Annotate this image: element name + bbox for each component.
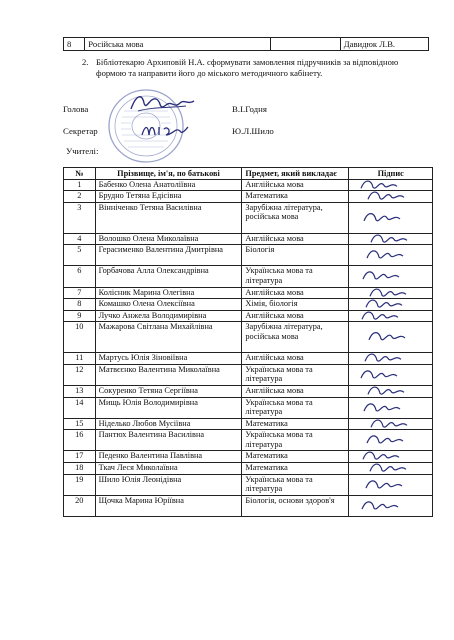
teacher-signature — [349, 266, 433, 287]
table-row — [64, 397, 433, 418]
header-subject: Предмет, який викладає — [242, 168, 349, 180]
teacher-subject: Математика — [242, 191, 349, 203]
row-number: 17 — [64, 451, 96, 463]
table-row — [64, 451, 433, 463]
teacher-name: Комашко Олена Олексіївна — [95, 299, 242, 311]
handwritten-signature — [349, 191, 424, 202]
row-number: 13 — [64, 385, 96, 397]
teacher-name: Шило Юлія Леонідівна — [95, 474, 242, 495]
row-number: 11 — [64, 353, 96, 365]
teacher-subject: Математика — [242, 463, 349, 475]
teacher-name: Волошко Олена Миколаївна — [95, 233, 242, 245]
secretary-signature — [140, 121, 190, 141]
row-number: 6 — [64, 266, 96, 287]
decision-paragraph — [82, 57, 432, 79]
teacher-subject: Англійська мова — [242, 353, 349, 365]
continuation-table — [63, 37, 429, 51]
teacher-subject: Хімія, біологія — [242, 299, 349, 311]
teacher-signature — [349, 474, 433, 495]
row-number: 18 — [64, 463, 96, 475]
head-signature — [128, 91, 198, 117]
teacher-subject: Математика — [242, 451, 349, 463]
table-row — [64, 299, 433, 311]
teacher-subject: Математика — [242, 418, 349, 430]
teacher-subject: Біологія, основи здоров'я — [242, 495, 349, 516]
handwritten-signature — [349, 463, 424, 474]
table-row — [64, 495, 433, 516]
teacher-signature — [349, 310, 433, 322]
row-number: 20 — [64, 495, 96, 516]
teacher-signature — [349, 299, 433, 311]
teacher-signature — [349, 418, 433, 430]
row-number: 15 — [64, 418, 96, 430]
teacher-name: Герасименко Валентина Дмитрівна — [95, 245, 242, 266]
row-number: 16 — [64, 430, 96, 451]
handwritten-signature — [349, 365, 424, 385]
table-row — [64, 233, 433, 245]
teacher-name: Ніделько Любов Мусіївна — [95, 418, 242, 430]
row-number: 4 — [64, 233, 96, 245]
teacher-signature — [349, 179, 433, 191]
table-row — [64, 179, 433, 191]
handwritten-signature — [349, 311, 424, 322]
teacher-subject: Зарубіжна література, російська мова — [242, 202, 349, 233]
teacher-signature — [349, 245, 433, 266]
table-row — [64, 245, 433, 266]
handwritten-signature — [349, 180, 424, 191]
teacher-name: Колісник Марина Олегівна — [95, 287, 242, 299]
teacher-subject: Англійська мова — [242, 179, 349, 191]
header-name: Прізвище, ім'я, по батькові — [95, 168, 242, 180]
handwritten-signature — [349, 475, 424, 495]
teacher-subject: Біологія — [242, 245, 349, 266]
handwritten-signature — [349, 419, 424, 430]
handwritten-signature — [349, 299, 424, 310]
teacher-signature — [349, 287, 433, 299]
table-row — [64, 322, 433, 353]
table-row — [64, 430, 433, 451]
paragraph-number: 2. — [82, 57, 89, 67]
teacher-signature — [349, 385, 433, 397]
teacher-signature — [349, 397, 433, 418]
teacher-subject: Зарубіжна література, російська мова — [242, 322, 349, 353]
row-number: 8 — [64, 38, 85, 51]
teacher-name: Мартусь Юлія Зіновіївна — [95, 353, 242, 365]
table-row — [64, 38, 429, 51]
teacher-subject: Англійська мова — [242, 385, 349, 397]
secretary-name: Ю.Л.Шило — [232, 126, 274, 136]
table-row — [64, 266, 433, 287]
subject-cell: Російська мова — [85, 38, 271, 51]
row-number: 7 — [64, 287, 96, 299]
teacher-signature — [349, 353, 433, 365]
teacher-name: Бабенко Олена Анатоліївна — [95, 179, 242, 191]
table-row — [64, 418, 433, 430]
teacher-signature — [349, 191, 433, 203]
teachers-label: Учителі: — [66, 146, 99, 156]
row-number: 2 — [64, 191, 96, 203]
handwritten-signature — [349, 496, 424, 516]
teacher-name: Педенко Валентина Павлівна — [95, 451, 242, 463]
teacher-signature — [349, 463, 433, 475]
table-row — [64, 287, 433, 299]
row-number: 1 — [64, 179, 96, 191]
teacher-name: Матвєєнко Валентина Миколаївна — [95, 364, 242, 385]
teacher-signature — [349, 451, 433, 463]
table-row — [64, 463, 433, 475]
teacher-name: Брудно Тетяна Едісівна — [95, 191, 242, 203]
handwritten-signature — [349, 386, 424, 397]
paragraph-line-1: Бібліотекарю Архиповій Н.А. сформувати замовлення підручників за відповідною — [96, 57, 399, 67]
teachers-table — [63, 167, 433, 517]
teacher-name: Мищь Юлія Володимирівна — [95, 397, 242, 418]
teacher-name: Щочка Марина Юріївна — [95, 495, 242, 516]
teacher-subject: Українська мова та література — [242, 430, 349, 451]
table-row — [64, 202, 433, 233]
empty-cell — [270, 38, 340, 51]
teacher-signature — [349, 495, 433, 516]
secretary-label: Секретар — [63, 126, 98, 136]
handwritten-signature — [349, 288, 424, 299]
head-name: В.І.Годня — [232, 104, 267, 114]
teacher-subject: Українська мова та література — [242, 397, 349, 418]
teacher-name: Горбачова Алла Олександрівна — [95, 266, 242, 287]
table-header-row — [64, 168, 433, 180]
head-label: Голова — [63, 104, 89, 114]
row-number: 12 — [64, 364, 96, 385]
row-number: 5 — [64, 245, 96, 266]
handwritten-signature — [349, 266, 424, 286]
paragraph-line-2: формою та направити його до міського методичного кабінету. — [96, 68, 323, 78]
teacher-name: Вінніченко Тетяна Василівна — [95, 202, 242, 233]
teacher-name: Пантюх Валентина Василівна — [95, 430, 242, 451]
teacher-subject: Українська мова та література — [242, 474, 349, 495]
teacher-name: Ткач Леся Миколаївна — [95, 463, 242, 475]
table-row — [64, 191, 433, 203]
handwritten-signature — [349, 203, 424, 233]
table-row — [64, 353, 433, 365]
row-number: 19 — [64, 474, 96, 495]
handwritten-signature — [349, 234, 424, 245]
teacher-signature — [349, 430, 433, 451]
handwritten-signature — [349, 398, 424, 418]
teacher-signature — [349, 322, 433, 353]
teacher-subject: Англійська мова — [242, 233, 349, 245]
row-number: 10 — [64, 322, 96, 353]
table-row — [64, 364, 433, 385]
teacher-name: Мажарова Світлана Михайлівна — [95, 322, 242, 353]
table-row — [64, 385, 433, 397]
teacher-subject: Українська мова та література — [242, 266, 349, 287]
teacher-subject: Англійська мова — [242, 287, 349, 299]
teacher-name: Лучко Анжела Володимирівна — [95, 310, 242, 322]
teacher-signature — [349, 202, 433, 233]
row-number: 3 — [64, 202, 96, 233]
header-signature: Підпис — [349, 168, 433, 180]
row-number: 9 — [64, 310, 96, 322]
teacher-subject: Українська мова та література — [242, 364, 349, 385]
teacher-signature — [349, 364, 433, 385]
teacher-name: Сокуренко Тетяна Сергіївна — [95, 385, 242, 397]
handwritten-signature — [349, 353, 424, 364]
row-number: 8 — [64, 299, 96, 311]
teacher-subject: Англійська мова — [242, 310, 349, 322]
name-cell: Давидюк Л.В. — [340, 38, 428, 51]
table-row — [64, 474, 433, 495]
handwritten-signature — [349, 430, 424, 450]
handwritten-signature — [349, 245, 424, 265]
table-row — [64, 310, 433, 322]
teacher-signature — [349, 233, 433, 245]
row-number: 14 — [64, 397, 96, 418]
header-number: № — [64, 168, 96, 180]
handwritten-signature — [349, 322, 424, 352]
handwritten-signature — [349, 451, 424, 462]
